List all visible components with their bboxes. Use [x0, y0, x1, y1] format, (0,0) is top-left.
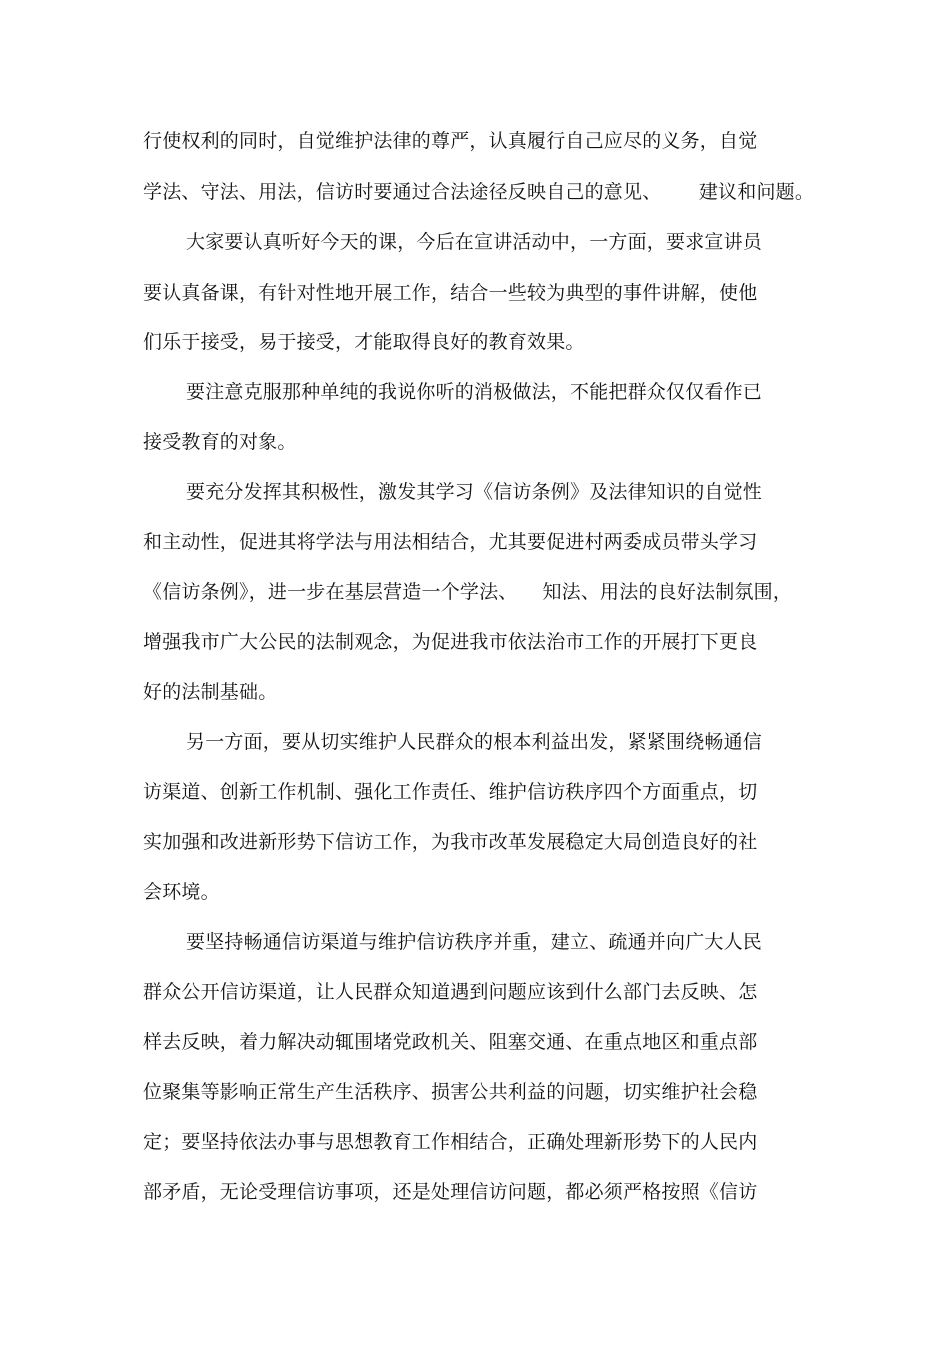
- paragraph-first-line: 另一方面，要从切实维护人民群众的根本利益出发，紧紧围绕畅通信: [186, 731, 763, 753]
- text-line: 位聚集等影响正常生产生活秩序、损害公共利益的问题，切实维护社会稳: [143, 1081, 758, 1103]
- text-line: 好的法制基础。: [143, 681, 278, 703]
- text-line: 会环境。: [143, 881, 220, 903]
- paragraph-first-line: 要充分发挥其积极性，激发其学习《信访条例》及法律知识的自觉性: [186, 481, 763, 503]
- text-line: 行使权利的同时，自觉维护法律的尊严，认真履行自己应尽的义务，自觉: [143, 130, 758, 152]
- text-line: 部矛盾，无论受理信访事项，还是处理信访问题，都必须严格按照《信访: [143, 1181, 758, 1203]
- text-line: 接受教育的对象。: [143, 431, 297, 453]
- paragraph-first-line: 要注意克服那种单纯的我说你听的消极做法，不能把群众仅仅看作已: [186, 381, 763, 403]
- text-line: 样去反映，着力解决动辄围堵党政机关、阻塞交通、在重点地区和重点部: [143, 1031, 758, 1053]
- text-line: 实加强和改进新形势下信访工作，为我市改革发展稳定大局创造良好的社: [143, 831, 758, 853]
- text-line: 和主动性，促进其将学法与用法相结合，尤其要促进村两委成员带头学习: [143, 531, 758, 553]
- text-line: 们乐于接受，易于接受，才能取得良好的教育效果。: [143, 331, 585, 353]
- paragraph-first-line: 大家要认真听好今天的课，今后在宣讲活动中，一方面，要求宣讲员: [186, 231, 763, 253]
- paragraph-first-line: 要坚持畅通信访渠道与维护信访秩序并重，建立、疏通并向广大人民: [186, 931, 763, 953]
- text-line: 群众公开信访渠道，让人民群众知道遇到问题应该到什么部门去反映、怎: [143, 981, 758, 1003]
- text-line: 学法、守法、用法，信访时要通过合法途径反映自己的意见、 建议和问题。: [143, 181, 815, 203]
- text-line: 定；要坚持依法办事与思想教育工作相结合，正确处理新形势下的人民内: [143, 1131, 758, 1153]
- text-line: 增强我市广大公民的法制观念，为促进我市依法治市工作的开展打下更良: [143, 631, 758, 653]
- text-line: 《信访条例》，进一步在基层营造一个学法、 知法、用法的良好法制氛围，: [143, 581, 793, 603]
- text-line: 要认真备课，有针对性地开展工作，结合一些较为典型的事件讲解，使他: [143, 282, 758, 304]
- text-line: 访渠道、创新工作机制、强化工作责任、维护信访秩序四个方面重点，切: [143, 781, 758, 803]
